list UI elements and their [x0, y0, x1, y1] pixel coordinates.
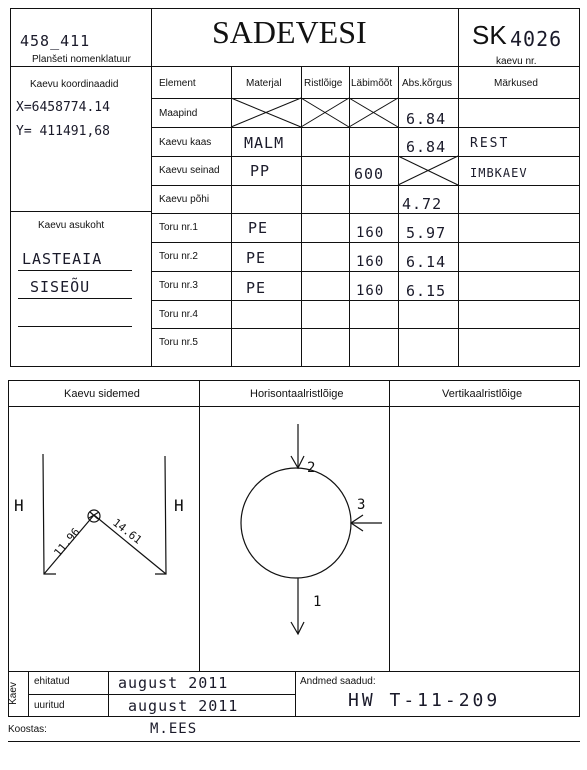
author-label: Koostas:	[8, 724, 47, 735]
h-right-label: H	[174, 496, 184, 515]
table-row: Toru nr.1	[159, 222, 198, 233]
nomenclature-label: Planšeti nomenklatuur	[32, 54, 131, 65]
diameter-value: 160	[356, 254, 385, 270]
page-title: SADEVESI	[212, 14, 367, 50]
coordinate-y: Y= 411491,68	[16, 124, 110, 139]
coordinate-x: X=6458774.14	[16, 100, 110, 115]
col-header-cross: Ristlõige	[304, 78, 343, 89]
col-header-diameter: Läbimõõt	[351, 78, 393, 89]
abs-value: 6.84	[406, 110, 447, 128]
section-vertical: Vertikaalristlõige	[442, 388, 523, 400]
well-label: kaevu nr.	[496, 56, 537, 67]
built-label: ehitatud	[34, 676, 70, 687]
author-value: M.EES	[150, 721, 198, 737]
h-left-label: H	[14, 496, 24, 515]
surveyed-label: uuritud	[34, 700, 65, 711]
well-number: 4026	[510, 27, 563, 51]
table-row: Toru nr.3	[159, 280, 198, 291]
horizontal-sketch	[199, 406, 389, 672]
notes-value: REST	[470, 136, 510, 151]
col-header-element: Element	[159, 78, 196, 89]
location-line-1: LASTEAIA	[22, 250, 103, 268]
material-value: PE	[246, 249, 267, 267]
abs-value: 6.84	[406, 138, 447, 156]
abs-value: 6.14	[406, 253, 447, 271]
pipe-3-label: 3	[357, 497, 366, 513]
data-source-label: Andmed saadud:	[300, 676, 376, 687]
col-header-abs: Abs.kõrgus	[402, 78, 453, 89]
diameter-value: 600	[354, 165, 385, 183]
connections-sketch	[8, 406, 199, 672]
table-row: Kaevu põhi	[159, 194, 210, 205]
pipe-1-label: 1	[313, 594, 322, 610]
abs-value: 6.15	[406, 282, 447, 300]
coordinates-label: Kaevu koordinaadid	[30, 79, 119, 90]
abs-value: 5.97	[406, 224, 447, 242]
abs-value: 4.72	[402, 195, 443, 213]
data-source-value: HW T-11-209	[348, 690, 501, 711]
section-horizontal: Horisontaalristlõige	[250, 388, 344, 400]
section-connections: Kaevu sidemed	[64, 388, 140, 400]
material-value: PP	[250, 162, 271, 180]
diameter-value: 160	[356, 283, 385, 299]
table-row: Kaevu kaas	[159, 137, 212, 148]
nomenclature-value: 458_411	[20, 32, 91, 50]
table-row: Kaevu seinad	[159, 165, 220, 176]
well-prefix: SK	[472, 20, 507, 50]
distance-left: 11.96	[51, 525, 83, 560]
material-value: PE	[248, 219, 269, 237]
pipe-2-label: 2	[307, 460, 316, 476]
table-row: Maapind	[159, 108, 198, 119]
material-value: PE	[246, 279, 267, 297]
table-row: Toru nr.5	[159, 337, 198, 348]
table-row: Toru nr.2	[159, 251, 198, 262]
distance-right: 14.61	[110, 516, 145, 547]
location-label: Kaevu asukoht	[38, 220, 105, 231]
notes-value: IMBKAEV	[470, 166, 528, 180]
table-row: Toru nr.4	[159, 309, 198, 320]
diameter-value: 160	[356, 225, 385, 241]
material-value: MALM	[244, 134, 285, 152]
surveyed-value: august 2011	[128, 697, 239, 715]
location-line-2: SISEÕU	[30, 278, 91, 296]
col-header-notes: Märkused	[494, 78, 538, 89]
built-value: august 2011	[118, 674, 229, 692]
col-header-material: Materjal	[246, 78, 282, 89]
crossed-cells	[0, 0, 587, 370]
side-label: Kaev	[7, 682, 19, 705]
